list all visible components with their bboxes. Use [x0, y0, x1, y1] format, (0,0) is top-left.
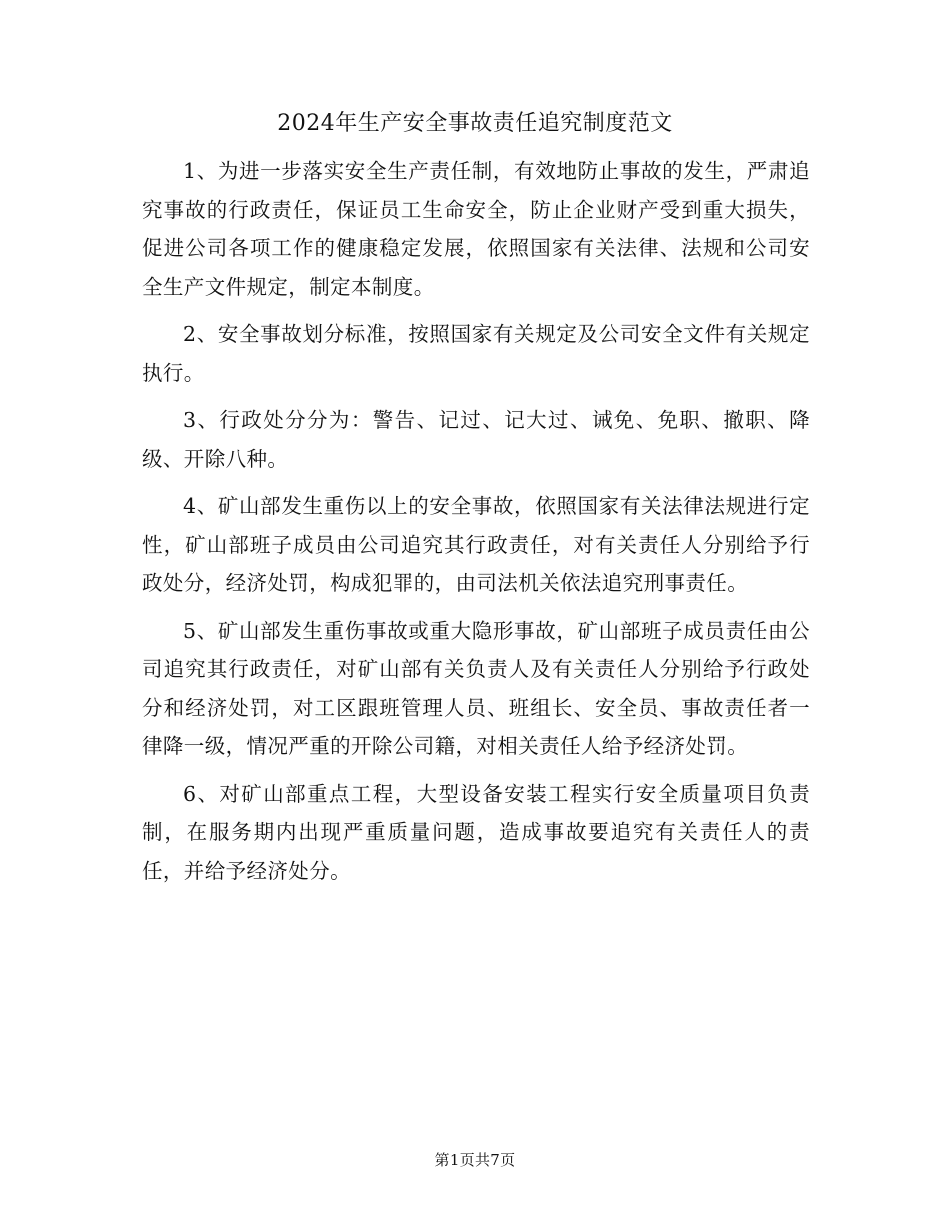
paragraph-6: 6、对矿山部重点工程，大型设备安装工程实行安全质量项目负责制，在服务期内出现严重质量问题，造成事故要追究有关责任人的责任，并给予经济处分。 — [142, 781, 810, 883]
paragraph-2: 2、安全事故划分标准，按照国家有关规定及公司安全文件有关规定执行。 — [142, 322, 810, 385]
paragraph-3: 3、行政处分分为：警告、记过、记大过、诫免、免职、撤职、降级、开除八种。 — [142, 408, 810, 471]
paragraph-1: 1、为进一步落实安全生产责任制，有效地防止事故的发生，严肃追究事故的行政责任，保证员工生命安全，防止企业财产受到重大损失，促进公司各项工作的健康稳定发展，依照国家有关法律、法规和公司安全生产文件规定，制定本制度。 — [142, 159, 810, 299]
paragraph-4: 4、矿山部发生重伤以上的安全事故，依照国家有关法律法规进行定性，矿山部班子成员由公司追究其行政责任，对有关责任人分别给予行政处分，经济处罚，构成犯罪的，由司法机关依法追究刑事责任。 — [142, 494, 810, 595]
page-number-footer: 第1页共7页 — [434, 1151, 516, 1169]
paragraph-5: 5、矿山部发生重伤事故或重大隐形事故，矿山部班子成员责任由公司追究其行政责任，对矿山部有关负责人及有关责任人分别给予行政处分和经济处罚，对工区跟班管理人员、班组长、安全员、事故责任者一律降一级，情况严重的开除公司籍，对相关责任人给予经济处罚。 — [142, 618, 810, 758]
document-title: 2024年生产安全事故责任追究制度范文 — [277, 111, 673, 136]
document-body — [142, 152, 810, 899]
